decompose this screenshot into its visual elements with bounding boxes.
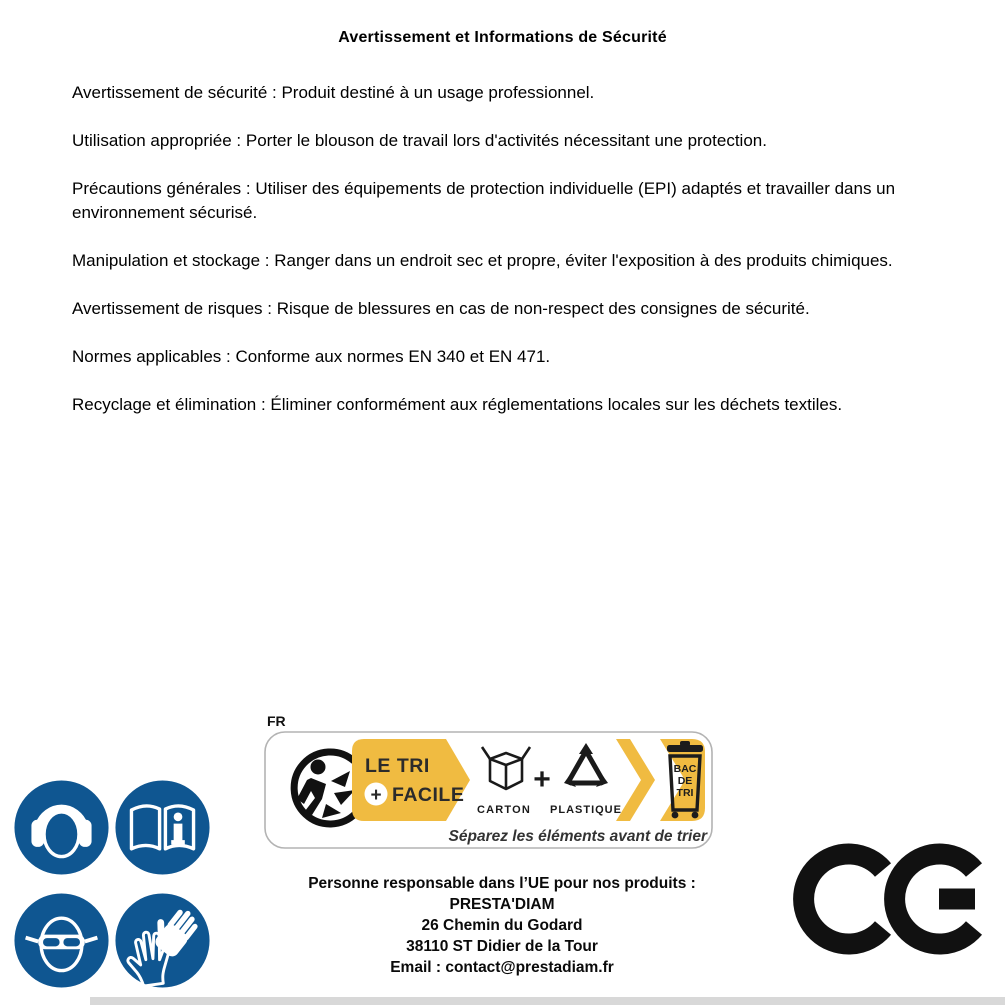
contact-intro: Personne responsable dans l’UE pour nos produits : [308,875,696,892]
wear-gloves-icon [114,892,211,989]
address-city: 38110 ST Didier de la Tour [406,938,598,955]
contact-email: Email : contact@prestadiam.fr [390,959,614,976]
paragraph-precautions-generales: Précautions générales : Utiliser des équipements de protection individuelle (EPI) adaptés et travailler dans un environnement sécurisé. [72,179,896,222]
material-2-label: PLASTIQUE [550,804,622,816]
read-manual-icon [114,779,211,876]
wear-eye-protection-icon [13,892,110,989]
info-tri-sign [264,731,714,853]
country-code-label: FR [267,713,286,729]
bin-text-1: BAC [673,763,697,775]
mandatory-pictograms [13,779,211,989]
ce-mark-icon [791,841,1001,961]
company-name: PRESTA'DIAM [449,896,555,913]
ce-mark [791,841,1001,966]
materials-plus: + [533,763,551,796]
sorting-instruction: Séparez les éléments avant de trier [448,828,707,845]
info-tri-label [264,711,716,858]
bin-text-3: TRI [676,787,694,799]
material-1-label: CARTON [476,804,532,816]
headline-plus: + [370,785,382,806]
wear-ear-protection-icon [13,779,110,876]
paragraph-avertissement-securite: Avertissement de sécurité : Produit destiné à un usage professionnel. [72,83,595,102]
safety-paragraphs [72,81,950,441]
headline-line2: FACILE [392,784,465,806]
paragraph-utilisation-appropriee: Utilisation appropriée : Porter le blouson de travail lors d'activités nécessitant une protection. [72,131,767,150]
paragraph-avertissement-risques: Avertissement de risques : Risque de blessures en cas de non-respect des consignes de sécurité. [72,299,810,318]
paragraph-normes-applicables: Normes applicables : Conforme aux normes EN 340 et EN 471. [72,347,551,366]
headline-line1: LE TRI [365,755,430,777]
bottom-strip [90,997,1005,1005]
bin-text-2: DE [677,775,693,787]
page-title: Avertissement et Informations de Sécurité [338,29,667,46]
paragraph-recyclage-elimination: Recyclage et élimination : Éliminer conformément aux réglementations locales sur les déchets textiles. [72,395,843,414]
address-street: 26 Chemin du Godard [421,917,583,934]
headline-band [352,739,470,821]
responsible-person-block [232,873,772,978]
paragraph-manipulation-stockage: Manipulation et stockage : Ranger dans un endroit sec et propre, éviter l'exposition à des produits chimiques. [72,251,893,270]
